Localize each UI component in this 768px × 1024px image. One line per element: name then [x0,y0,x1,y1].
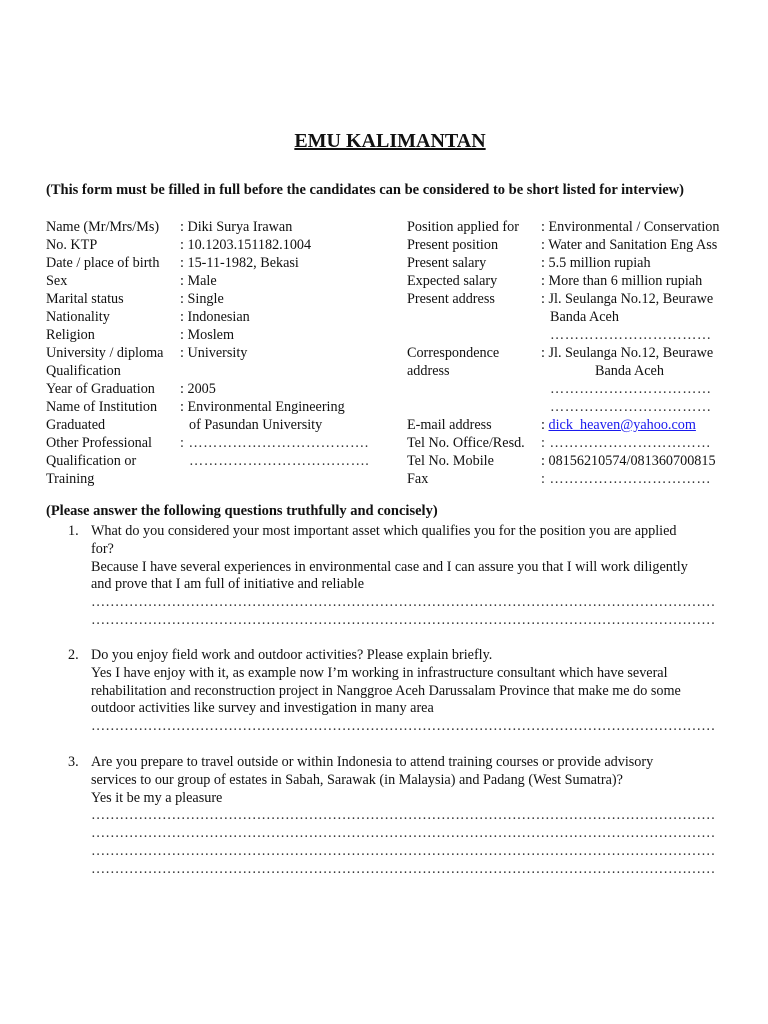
field-label: Date / place of birth [46,255,160,271]
question-number: 3. [68,754,79,770]
field-value: ………………………………. [189,453,370,469]
field-label: Marital status [46,291,124,307]
field-value: : 15-11-1982, Bekasi [180,255,299,271]
field-value: : Environmental Engineering [180,399,345,415]
field-label: Name of Institution [46,399,158,415]
answer-text: outdoor activities like survey and investigation in many area [91,700,434,717]
field-label: Training [46,471,95,487]
answer-dotted-line: …………………………………………………………………………………………………………………… [91,807,716,824]
questions-heading: (Please answer the following questions truthfully and concisely) [46,503,438,519]
question-text: services to our group of estates in Sabah, Sarawak (in Malaysia) and Padang (West Sumatra)? [91,771,623,788]
answer-text: rehabilitation and reconstruction project in Nanggroe Aceh Darussalam Province that make me do some [91,682,681,699]
field-value: …………………………… [550,327,712,343]
field-value: : Environmental / Conservation [541,219,720,235]
field-label: Fax [407,471,429,487]
question-body [91,523,741,630]
field-value: : Jl. Seulanga No.12, Beurawe [541,345,714,361]
question-text: Do you enjoy field work and outdoor activities? Please explain briefly. [91,647,493,663]
field-label: Expected salary [407,273,498,289]
field-value: …………………………… [550,381,712,397]
answer-text: Yes it be my a pleasure [91,789,223,806]
question-number: 1. [68,523,79,539]
field-value: of Pasundan University [189,417,323,433]
field-value: : Single [180,291,224,307]
field-value: Banda Aceh [550,309,619,325]
field-value: : …………………………… [541,471,712,487]
answer-dotted-line: …………………………………………………………………………………………………………………… [91,825,716,842]
field-label: address [407,363,450,379]
field-label: Correspondence [407,345,500,361]
answer-dotted-line: …………………………………………………………………………………………………………………… [91,611,716,628]
field-value: : Moslem [180,327,234,343]
question-text: What do you considered your most important asset which qualifies you for the position you are applied [91,523,677,539]
field-value: : 2005 [180,381,216,397]
answer-text: Yes I have enjoy with it, as example now I’m working in infrastructure consultant which have several [91,664,668,681]
field-label: E-mail address [407,417,492,433]
question-number: 2. [68,647,79,663]
field-label: Present address [407,291,495,307]
field-label: Position applied for [407,219,519,235]
field-label: Qualification [46,363,121,379]
field-value: : More than 6 million rupiah [541,273,703,289]
candidate-details [46,218,746,488]
field-label: Present salary [407,255,487,271]
question-body [91,754,741,879]
field-value: : …………………………… [541,435,712,451]
field-label: Name (Mr/Mrs/Ms) [46,219,160,235]
field-label: University / diploma [46,345,164,361]
answer-text: Because I have several experiences in environmental case and I can assure you that I will work diligently [91,558,688,575]
field-value: : 10.1203.151182.1004 [180,237,312,253]
form-instruction: (This form must be filled in full before the candidates can be considered to be short listed for interview) [46,182,684,198]
field-label: Graduated [46,417,106,433]
field-value: Banda Aceh [595,363,664,379]
field-label: Tel No. Mobile [407,453,494,469]
field-label: Tel No. Office/Resd. [407,435,525,451]
answer-dotted-line: …………………………………………………………………………………………………………………… [91,718,716,735]
field-label: Qualification or [46,453,137,469]
field-value: …………………………… [550,399,712,415]
answer-dotted-line: …………………………………………………………………………………………………………………… [91,594,716,611]
question-text: Are you prepare to travel outside or within Indonesia to attend training courses or provide advisory [91,754,654,770]
question-body [91,647,741,736]
field-label: Year of Graduation [46,381,155,397]
page-title: EMU KALIMANTAN [294,130,486,152]
field-value: : Diki Surya Irawan [180,219,293,235]
field-value: : 08156210574/081360700815 [541,453,716,469]
answer-dotted-line: …………………………………………………………………………………………………………………… [91,842,716,859]
email-link[interactable]: dick_heaven@yahoo.com [548,417,696,433]
field-label: Religion [46,327,95,343]
field-value: : Water and Sanitation Eng Ass [541,237,718,253]
email-prefix: : [541,417,549,433]
field-value: : Male [180,273,217,289]
field-value: : ………………………………. [180,435,369,451]
answer-dotted-line: …………………………………………………………………………………………………………………… [91,860,716,877]
field-label: Sex [46,273,68,289]
field-value: : Jl. Seulanga No.12, Beurawe [541,291,714,307]
field-value: : 5.5 million rupiah [541,255,651,271]
field-value: : University [180,345,248,361]
field-value [541,416,696,434]
field-value: : Indonesian [180,309,250,325]
field-label: No. KTP [46,237,98,253]
field-label: Other Professional [46,435,152,451]
field-label: Present position [407,237,499,253]
question-text: for? [91,540,114,557]
field-label: Nationality [46,309,110,325]
answer-text: and prove that I am full of initiative and reliable [91,576,365,593]
